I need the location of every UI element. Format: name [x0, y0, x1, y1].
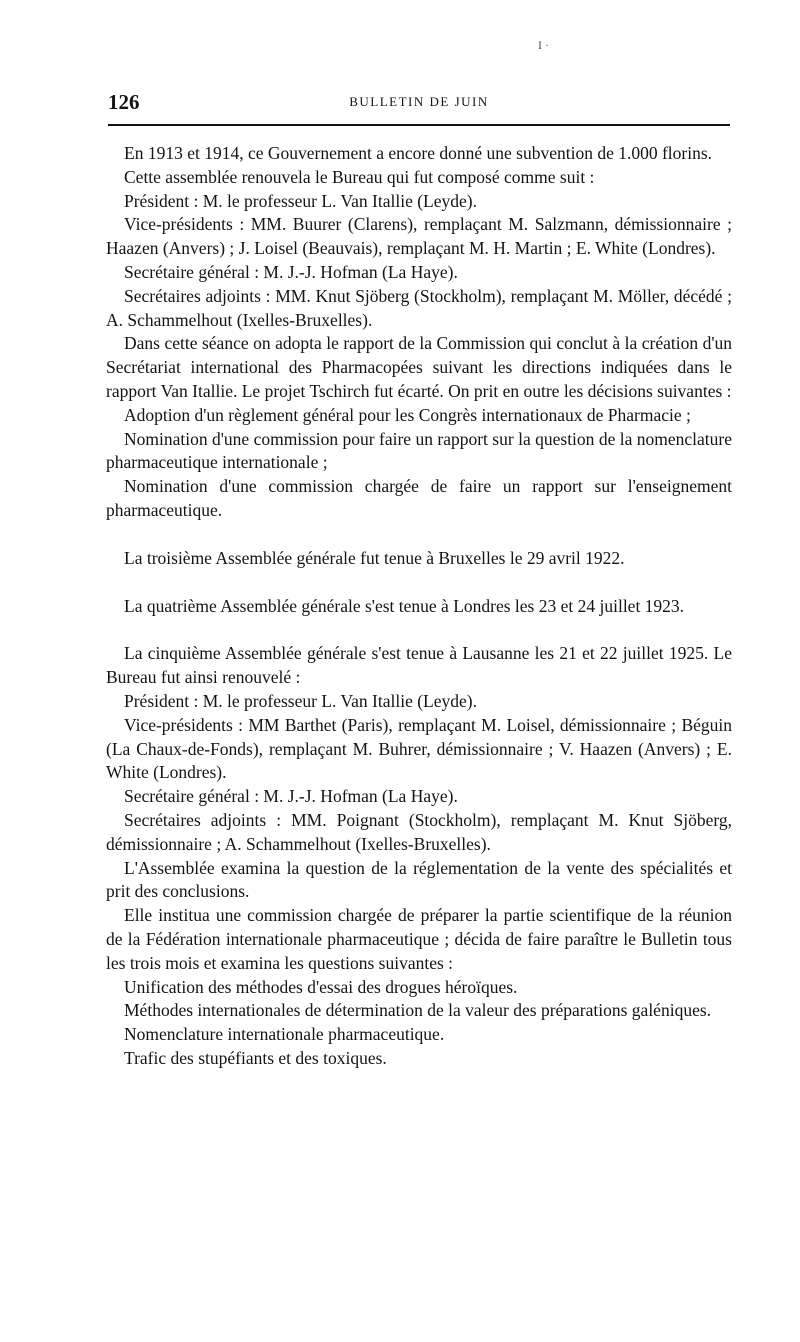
paragraph: Secrétaires adjoints : MM. Knut Sjöberg (Stockholm), remplaçant M. Möller, décédé ; A. Schammelhout (Ixelles-Bruxelles).: [106, 285, 732, 330]
paragraph: Dans cette séance on adopta le rapport de la Commission qui conclut à la création d'un Secrétariat international des Pharmacopées suivant les directions indiquées dans le rapport Van Itallie. Le projet Tschirch fut écarté. On prit en outre les décisions suivantes :: [106, 333, 732, 401]
header-rule: [108, 124, 730, 126]
paragraph: Adoption d'un règlement général pour les Congrès internationaux de Pharmacie ;: [124, 404, 691, 425]
paragraph: Nomination d'une commission chargée de faire un rapport sur l'enseignement pharmaceutique.: [106, 476, 732, 520]
paragraph: Nomination d'une commission pour faire un rapport sur la question de la nomenclature pharmaceutique internationale ;: [106, 428, 732, 473]
running-title: BULLETIN DE JUIN: [349, 94, 489, 109]
paragraph: Nomenclature internationale pharmaceutique.: [124, 1024, 445, 1045]
page-number: 126: [108, 90, 140, 114]
paragraph: L'Assemblée examina la question de la réglementation de la vente des spécialités et prit des conclusions.: [106, 857, 732, 902]
paragraph: Elle institua une commission chargée de préparer la partie scientifique de la réunion de la Fédération internationale pharmaceutique ; décida de faire paraître le Bulletin tous les trois mois et examina les questions suivantes :: [106, 905, 732, 973]
paragraph: Cette assemblée renouvela le Bureau qui fut composé comme suit :: [124, 166, 595, 187]
paragraph: Président : M. le professeur L. Van Itallie (Leyde).: [124, 690, 477, 711]
paragraph: Président : M. le professeur L. Van Itallie (Leyde).: [124, 190, 477, 211]
paragraph: Secrétaire général : M. J.-J. Hofman (La Haye).: [124, 261, 458, 282]
section-paragraph: La troisième Assemblée générale fut tenue à Bruxelles le 29 avril 1922.: [124, 547, 625, 568]
section-paragraph: La cinquième Assemblée générale s'est tenue à Lausanne les 21 et 22 juillet 1925. Le Bureau fut ainsi renouvelé :: [106, 643, 732, 688]
paragraph: Méthodes internationales de détermination de la valeur des préparations galéniques.: [124, 1000, 712, 1021]
paragraph: Secrétaires adjoints : MM. Poignant (Stockholm), remplaçant M. Knut Sjöberg, démissionnaire ; A. Schammelhout (Ixelles-Bruxelles).: [106, 809, 732, 854]
section-paragraph: La quatrième Assemblée générale s'est tenue à Londres les 23 et 24 juillet 1923.: [124, 595, 685, 616]
paragraph: Secrétaire général : M. J.-J. Hofman (La Haye).: [124, 786, 458, 807]
paragraph: Vice-présidents : MM Barthet (Paris), remplaçant M. Loisel, démissionnaire ; Béguin (La Chaux-de-Fonds), remplaçant M. Buhrer, démissionnaire ; V. Haazen (Anvers) ; E. White (Londres).: [106, 714, 732, 783]
top-mark: I ·: [538, 38, 549, 52]
paragraph: En 1913 et 1914, ce Gouvernement a encore donné une subvention de 1.000 florins.: [124, 143, 713, 163]
body-text: [106, 142, 732, 1071]
paragraph: Trafic des stupéfiants et des toxiques.: [124, 1047, 387, 1068]
paragraph: Vice-présidents : MM. Buurer (Clarens), remplaçant M. Salzmann, démissionnaire ; Haazen (Anvers) ; J. Loisel (Beauvais), remplaçant M. H. Martin ; E. White (Londres).: [106, 214, 732, 259]
page-header: [108, 90, 730, 118]
paragraph: Unification des méthodes d'essai des drogues héroïques.: [124, 976, 518, 997]
